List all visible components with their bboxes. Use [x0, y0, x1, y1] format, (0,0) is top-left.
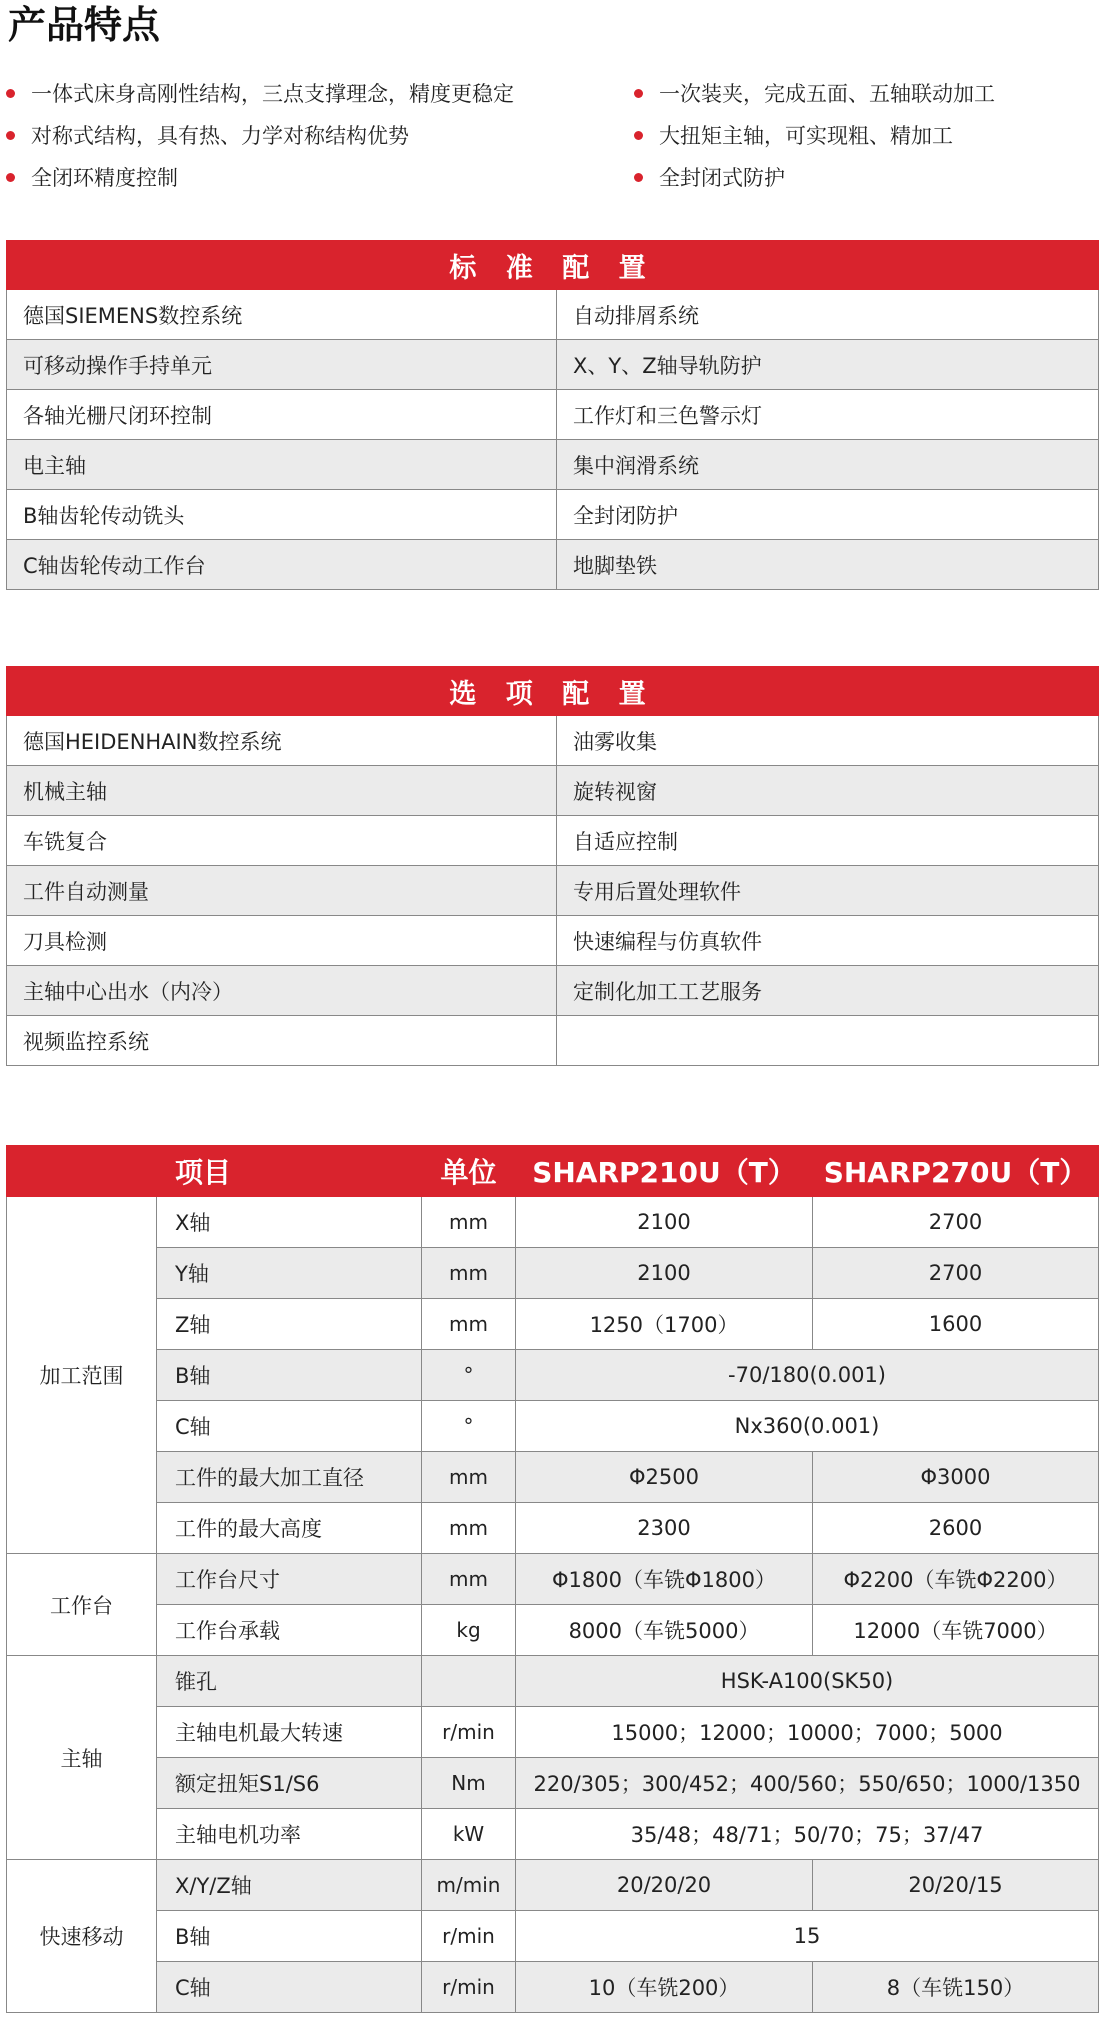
table-row [7, 1656, 1099, 1707]
feature-text: 全闭环精度控制 [31, 166, 178, 190]
spec-item: B轴 [157, 1911, 422, 1962]
table-row [7, 1248, 1099, 1299]
spec-unit: Nm [422, 1758, 516, 1809]
feature-text: 大扭矩主轴，可实现粗、精加工 [659, 124, 953, 148]
feature-item [634, 72, 995, 114]
config-cell: 旋转视窗 [557, 766, 1099, 816]
spec-value-b: 2600 [813, 1503, 1099, 1554]
spec-value-b: Φ3000 [813, 1452, 1099, 1503]
feature-list [0, 72, 1100, 202]
config-cell: 专用后置处理软件 [557, 866, 1099, 916]
spec-value-b: Φ2200（车铣Φ2200） [813, 1554, 1099, 1605]
bullet-icon [6, 173, 15, 182]
table-row [7, 1016, 1099, 1066]
config-cell: 全封闭防护 [557, 490, 1099, 540]
spec-value-a: 20/20/20 [516, 1860, 813, 1911]
spec-value-b: 8（车铣150） [813, 1962, 1099, 2013]
config-cell: B轴齿轮传动铣头 [7, 490, 557, 540]
spec-value-shared: 15000；12000；10000；7000；5000 [516, 1707, 1099, 1758]
spec-item: 额定扭矩S1/S6 [157, 1758, 422, 1809]
config-cell: 工作灯和三色警示灯 [557, 390, 1099, 440]
config-cell: 自适应控制 [557, 816, 1099, 866]
spec-item: 工作台承载 [157, 1605, 422, 1656]
standard-config-table [6, 240, 1099, 590]
group-label: 主轴 [7, 1656, 157, 1860]
spec-table [6, 1145, 1099, 2013]
bullet-icon [634, 131, 643, 140]
spec-unit: mm [422, 1503, 516, 1554]
spec-unit: mm [422, 1554, 516, 1605]
spec-item: C轴 [157, 1401, 422, 1452]
standard-config-title: 标 准 配 置 [7, 241, 1099, 290]
table-row [7, 916, 1099, 966]
spec-value-b: 2700 [813, 1248, 1099, 1299]
spec-value-shared: HSK-A100(SK50) [516, 1656, 1099, 1707]
spec-value-a: 1250（1700） [516, 1299, 813, 1350]
table-row [7, 1707, 1099, 1758]
spec-unit: r/min [422, 1911, 516, 1962]
spec-value-a: 2100 [516, 1248, 813, 1299]
spec-item: B轴 [157, 1350, 422, 1401]
config-cell: 集中润滑系统 [557, 440, 1099, 490]
table-row [7, 866, 1099, 916]
table-row [7, 816, 1099, 866]
spec-value-a: 10（车铣200） [516, 1962, 813, 2013]
spec-item: 主轴电机功率 [157, 1809, 422, 1860]
header-model-b: SHARP270U（T） [813, 1146, 1099, 1197]
feature-text: 一次装夹，完成五面、五轴联动加工 [659, 82, 995, 106]
table-row [7, 440, 1099, 490]
table-row [7, 290, 1099, 340]
spec-unit: mm [422, 1248, 516, 1299]
table-row [7, 1452, 1099, 1503]
table-row [7, 716, 1099, 766]
optional-config-title: 选 项 配 置 [7, 667, 1099, 716]
config-cell: 工件自动测量 [7, 866, 557, 916]
spec-value-a: 2300 [516, 1503, 813, 1554]
spec-value-b: 2700 [813, 1197, 1099, 1248]
spec-item: 锥孔 [157, 1656, 422, 1707]
spec-unit: mm [422, 1197, 516, 1248]
header-item: 项目 [7, 1146, 422, 1197]
table-row [7, 1503, 1099, 1554]
spec-value-shared: -70/180(0.001) [516, 1350, 1099, 1401]
table-row [7, 540, 1099, 590]
table-row [7, 966, 1099, 1016]
feature-item [6, 72, 514, 114]
feature-text: 全封闭式防护 [659, 166, 785, 190]
spec-value-a: 2100 [516, 1197, 813, 1248]
config-cell: 德国HEIDENHAIN数控系统 [7, 716, 557, 766]
config-cell: 可移动操作手持单元 [7, 340, 557, 390]
feature-item [634, 156, 785, 198]
spec-unit: mm [422, 1452, 516, 1503]
spec-item: X/Y/Z轴 [157, 1860, 422, 1911]
spec-unit: ° [422, 1350, 516, 1401]
table-row [7, 490, 1099, 540]
spec-value-a: Φ2500 [516, 1452, 813, 1503]
group-label: 快速移动 [7, 1860, 157, 2013]
config-cell: 主轴中心出水（内冷） [7, 966, 557, 1016]
spec-unit [422, 1656, 516, 1707]
config-cell: 自动排屑系统 [557, 290, 1099, 340]
feature-item [6, 114, 409, 156]
spec-value-b: 1600 [813, 1299, 1099, 1350]
spec-item: 工件的最大加工直径 [157, 1452, 422, 1503]
spec-item: 主轴电机最大转速 [157, 1707, 422, 1758]
spec-unit: m/min [422, 1860, 516, 1911]
table-row [7, 1554, 1099, 1605]
spec-unit: r/min [422, 1707, 516, 1758]
table-row [7, 1605, 1099, 1656]
config-cell: 油雾收集 [557, 716, 1099, 766]
feature-item [6, 156, 178, 198]
bullet-icon [6, 131, 15, 140]
page-title: 产品特点 [8, 3, 161, 47]
spec-value-a: 8000（车铣5000） [516, 1605, 813, 1656]
config-cell: 电主轴 [7, 440, 557, 490]
config-cell: 定制化加工工艺服务 [557, 966, 1099, 1016]
table-row [7, 340, 1099, 390]
spec-item: 工作台尺寸 [157, 1554, 422, 1605]
config-cell: X、Y、Z轴导轨防护 [557, 340, 1099, 390]
config-cell: C轴齿轮传动工作台 [7, 540, 557, 590]
spec-unit: kg [422, 1605, 516, 1656]
bullet-icon [634, 89, 643, 98]
table-row [7, 1401, 1099, 1452]
header-model-a: SHARP210U（T） [516, 1146, 813, 1197]
table-row [7, 1911, 1099, 1962]
table-row [7, 766, 1099, 816]
config-cell: 机械主轴 [7, 766, 557, 816]
table-row [7, 390, 1099, 440]
spec-unit: kW [422, 1809, 516, 1860]
spec-unit: mm [422, 1299, 516, 1350]
table-row [7, 1809, 1099, 1860]
table-row [7, 1350, 1099, 1401]
config-cell: 快速编程与仿真软件 [557, 916, 1099, 966]
config-cell: 各轴光栅尺闭环控制 [7, 390, 557, 440]
spec-value-b: 12000（车铣7000） [813, 1605, 1099, 1656]
spec-value-shared: 15 [516, 1911, 1099, 1962]
table-row [7, 1197, 1099, 1248]
config-cell: 刀具检测 [7, 916, 557, 966]
group-label: 加工范围 [7, 1197, 157, 1554]
spec-value-b: 20/20/15 [813, 1860, 1099, 1911]
config-cell [557, 1016, 1099, 1066]
config-cell: 视频监控系统 [7, 1016, 557, 1066]
spec-item: Y轴 [157, 1248, 422, 1299]
table-row [7, 1758, 1099, 1809]
spec-unit: ° [422, 1401, 516, 1452]
table-row [7, 1962, 1099, 2013]
group-label: 工作台 [7, 1554, 157, 1656]
spec-item: C轴 [157, 1962, 422, 2013]
spec-value-shared: 35/48；48/71；50/70；75；37/47 [516, 1809, 1099, 1860]
spec-unit: r/min [422, 1962, 516, 2013]
feature-text: 对称式结构，具有热、力学对称结构优势 [31, 124, 409, 148]
feature-item [634, 114, 953, 156]
header-unit: 单位 [422, 1146, 516, 1197]
bullet-icon [6, 89, 15, 98]
table-row [7, 1299, 1099, 1350]
spec-header-row [7, 1146, 1099, 1197]
table-row [7, 1860, 1099, 1911]
feature-text: 一体式床身高刚性结构，三点支撑理念，精度更稳定 [31, 82, 514, 106]
config-cell: 车铣复合 [7, 816, 557, 866]
config-cell: 德国SIEMENS数控系统 [7, 290, 557, 340]
bullet-icon [634, 173, 643, 182]
spec-item: X轴 [157, 1197, 422, 1248]
optional-config-table [6, 666, 1099, 1066]
spec-item: Z轴 [157, 1299, 422, 1350]
spec-item: 工件的最大高度 [157, 1503, 422, 1554]
spec-value-shared: 220/305；300/452；400/560；550/650；1000/1350 [516, 1758, 1099, 1809]
config-cell: 地脚垫铁 [557, 540, 1099, 590]
spec-value-shared: Nx360(0.001) [516, 1401, 1099, 1452]
spec-value-a: Φ1800（车铣Φ1800） [516, 1554, 813, 1605]
